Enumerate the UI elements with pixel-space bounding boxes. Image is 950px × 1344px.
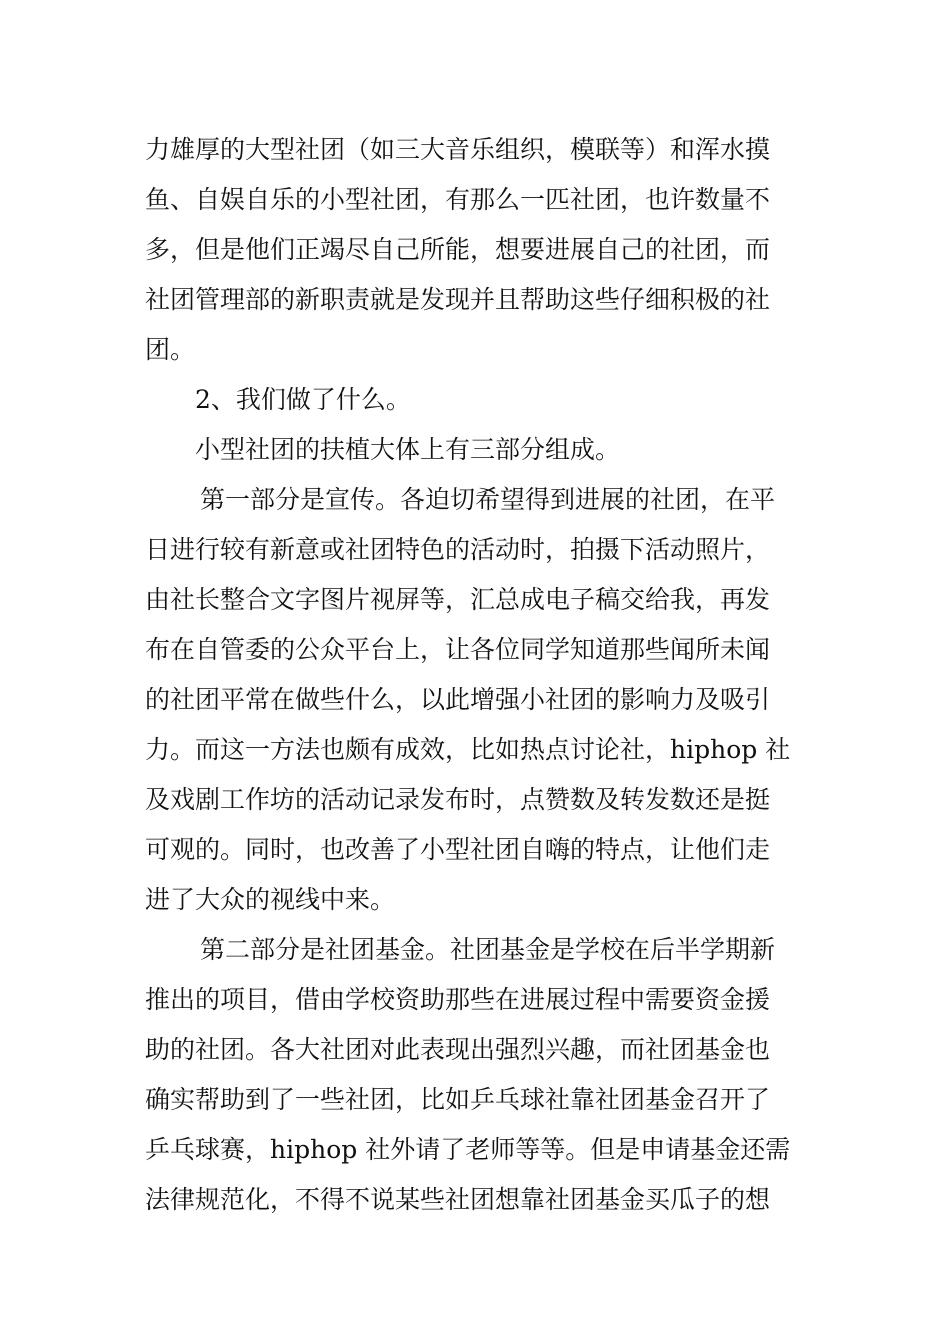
text-line: 团。 bbox=[145, 335, 196, 364]
text-line: 可观的。同时，也改善了小型社团自嗨的特点，让他们走 bbox=[145, 835, 771, 864]
text-line: 多，但是他们正竭尽自己所能，想要进展自己的社团，而 bbox=[145, 235, 771, 264]
text-line: 力雄厚的大型社团（如三大音乐组织，模联等）和浑水摸 bbox=[145, 135, 771, 164]
paragraph-start: 第二部分是社团基金。社团基金是学校在后半学期新 bbox=[200, 935, 776, 964]
text-line: 的社团平常在做些什么，以此增强小社团的影响力及吸引 bbox=[145, 685, 771, 714]
text-line: 日进行较有新意或社团特色的活动时，拍摄下活动照片， bbox=[145, 535, 771, 564]
text-line: 力。而这一方法也颇有成效，比如热点讨论社，hiphop 社 bbox=[145, 735, 791, 764]
text-line: 法律规范化，不得不说某些社团想靠社团基金买瓜子的想 bbox=[145, 1185, 771, 1214]
text-line: 确实帮助到了一些社团，比如乒乓球社靠社团基金召开了 bbox=[145, 1085, 771, 1114]
text-line: 进了大众的视线中来。 bbox=[145, 885, 396, 914]
text-line: 社团管理部的新职责就是发现并且帮助这些仔细积极的社 bbox=[145, 285, 771, 314]
text-line: 由社长整合文字图片视屏等，汇总成电子稿交给我，再发 bbox=[145, 585, 771, 614]
text-line: 鱼、自娱自乐的小型社团，有那么一匹社团，也许数量不 bbox=[145, 185, 771, 214]
text-line: 小型社团的扶植大体上有三部分组成。 bbox=[195, 435, 621, 464]
text-line: 推出的项目，借由学校资助那些在进展过程中需要资金援 bbox=[145, 985, 771, 1014]
text-line: 乒乓球赛，hiphop 社外请了老师等等。但是申请基金还需 bbox=[145, 1135, 791, 1164]
text-line: 助的社团。各大社团对此表现出强烈兴趣，而社团基金也 bbox=[145, 1035, 771, 1064]
paragraph-start: 第一部分是宣传。各迫切希望得到进展的社团，在平 bbox=[200, 485, 776, 514]
section-heading: 2、我们做了什么。 bbox=[195, 385, 411, 414]
text-line: 布在自管委的公众平台上，让各位同学知道那些闻所未闻 bbox=[145, 635, 771, 664]
text-line: 及戏剧工作坊的活动记录发布时，点赞数及转发数还是挺 bbox=[145, 785, 771, 814]
